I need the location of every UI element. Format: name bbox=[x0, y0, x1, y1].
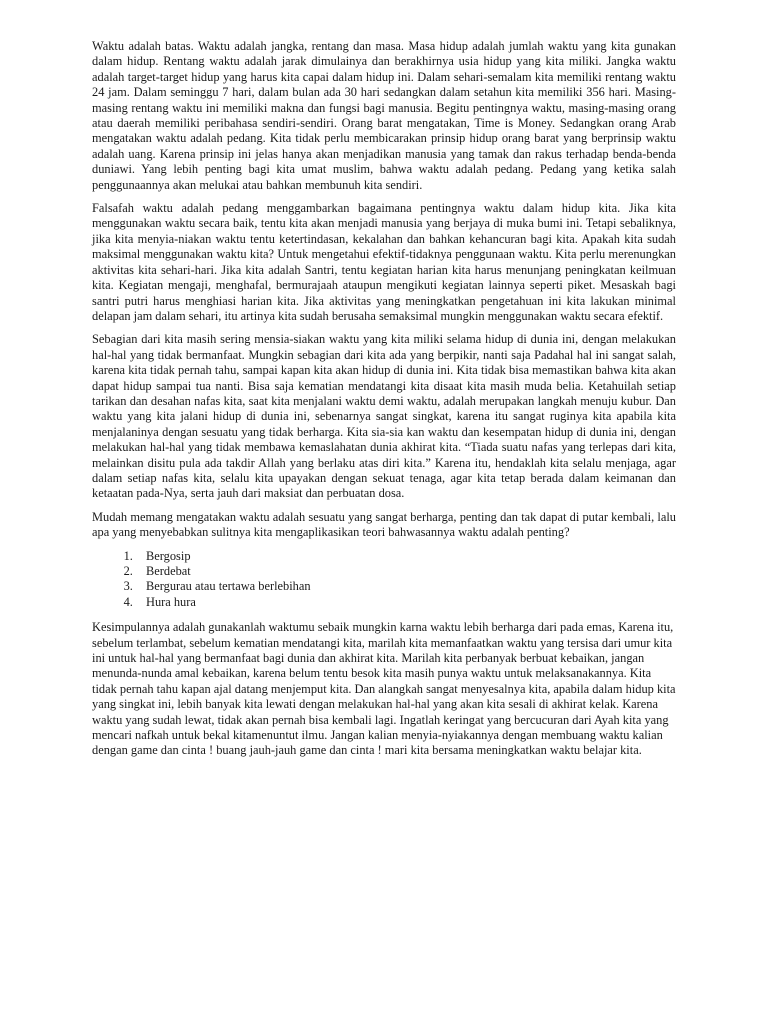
document-page bbox=[92, 39, 676, 767]
list-item: 3. Bergurau atau tertawa berlebihan bbox=[136, 579, 676, 594]
conclusion-paragraph: Kesimpulannya adalah gunakanlah waktumu sebaik mungkin karna waktu lebih berharga dari pada emas, Karena itu, sebelum terlambat, sebelum kematian mendatangi kita, marilah kita memanfaatkan waktu yang tersisa dari umur kita ini untuk hal-hal yang bermanfaat bagi dunia dan akhirat kita. Marilah kita perbanyak berbuat kebaikan, jangan menunda-nunda amal kebaikan, karena belum tentu besok kita masih punya waktu untuk melaksanakannya. Kita tidak pernah tahu kapan ajal datang menjemput kita. Dan alangkah sangat menyesalnya kita, apabila dalam hidup kita yang singkat ini, lebih banyak kita lewati dengan melakukan hal-hal yang akan kita sesali di akhirat kelak. Karena waktu yang sudah lewat, tidak akan pernah bisa kembali lagi. Ingatlah keringat yang bercucuran dari Ayah kita yang mencari nafkah untuk bekal kitamenuntut ilmu. Jangan kalian menyia-nyiakannya dengan membuang waktu kalian dengan game dan cinta ! buang jauh-jauh game dan cinta ! mari kita bersama meningkatkan waktu belajar kita. bbox=[92, 620, 676, 758]
paragraph-1: Waktu adalah batas. Waktu adalah jangka, rentang dan masa. Masa hidup adalah jumlah waktu yang kita gunakan dalam hidup. Rentang waktu adalah jarak dimulainya dan berakhirnya usia hidup yang kita miliki. Jangka waktu adalah target-target hidup yang harus kita capai dalam hidup ini. Dalam sehari-semalam kita memiliki rentang waktu 24 jam. Dalam seminggu 7 hari, dalam bulan ada 30 hari sedangkan dalam setahun kita memiliki 356 hari. Masing-masing rentang waktu ini memiliki makna dan fungsi bagi manusia. Begitu pentingnya waktu, masing-masing orang atau daerah memiliki peribahasa sendiri-sendiri. Orang barat mengatakan, Time is Money. Sedangkan orang Arab mengatakan waktu adalah pedang. Kita tidak perlu membicarakan prinsip hidup orang barat yang berprinsip waktu adalah uang. Karena prinsip ini jelas hanya akan menjadikan manusia yang tamak dan rakus terhadap benda-benda duniawi. Yang lebih penting bagi kita umat muslim, bahwa waktu adalah pedang. Pedang yang ketika salah penggunaannya akan melukai atau bahkan membunuh kita sendiri. bbox=[92, 39, 676, 192]
paragraph-2: Falsafah waktu adalah pedang menggambarkan bagaimana pentingnya waktu dalam hidup kita. Jika kita menggunakan waktu secara baik, tentu kita akan menjadi manusia yang berjaya di muka bumi ini. Tetapi sebaliknya, jika kita menyia-niakan waktu tentu ketertindasan, kekalahan dan bahkan kehancuran bagi kita. Apakah kita sudah maksimal menggunakan waktu kita? Untuk mengetahui efektif-tidaknya penggunaan waktu. Kita perlu merenungkan aktivitas kita sehari-hari. Jika kita adalah Santri, tentu kegiatan harian kita harus menunjang peningkatan keilmuan kita. Kegiatan mengaji, menghafal, bermurajaah ataupun mengikuti kegiatan lainnya seperti piket. Mesaskah bagi santri putri harus menghiasi harian kita. Jika aktivitas yang meningkatkan pengetahuan ini kita lakukan minimal delapan jam dalam sehari, itu artinya kita sudah berusaha semaksimal mungkin menggunakan waktu secara efektif. bbox=[92, 201, 676, 323]
list-item: 4. Hura hura bbox=[136, 595, 676, 610]
list-item: 1. Bergosip bbox=[136, 549, 676, 564]
paragraph-4: Mudah memang mengatakan waktu adalah sesuatu yang sangat berharga, penting dan tak dapat di putar kembali, lalu apa yang menyebabkan sulitnya kita mengaplikasikan teori bahwasannya waktu adalah penting? bbox=[92, 509, 676, 540]
paragraph-3: Sebagian dari kita masih sering mensia-siakan waktu yang kita miliki selama hidup di dunia ini, dengan melakukan hal-hal yang tidak bermanfaat. Mungkin sebagian dari kita ada yang berpikir, nanti saja Padahal hal ini sangat salah, karena kita tidak pernah tahu, sampai kapan kita akan hidup di dunia ini. Kita tidak bisa memastikan bahwa kita akan dapat hidup sampai tua nanti. Bisa saja kematian mendatangi kita disaat kita masih muda belia. Ketahuilah setiap tarikan dan desahan nafas kita, saat kita menjalani waktu demi waktu, adalah merupakan langkah menuju kubur. Dan waktu yang kita jalani hidup di dunia ini, sebenarnya sangat singkat, karena itu sangat ruginya kita apabila kita menjalaninya dengan sesuatu yang tidak berharga. Kita sia-sia kan waktu dan kesempatan hidup di dunia ini, dengan melakukan hal-hal yang tidak membawa kemaslahatan dunia akhirat kita. “Tiada suatu nafas yang terlepas dari kita, melainkan disitu pula ada takdir Allah yang berlaku atas diri kita.” Karena itu, hendaklah kita selalu menjaga, agar dalam setiap nafas kita, selalu kita upayakan dengan sekuat tenaga, agar kita tetap berada dalam keimanan dan ketaatan pada-Nya, serta jauh dari maksiat dan perbuatan dosa. bbox=[92, 332, 676, 501]
numbered-list bbox=[92, 549, 676, 611]
list-item: 2. Berdebat bbox=[136, 564, 676, 579]
